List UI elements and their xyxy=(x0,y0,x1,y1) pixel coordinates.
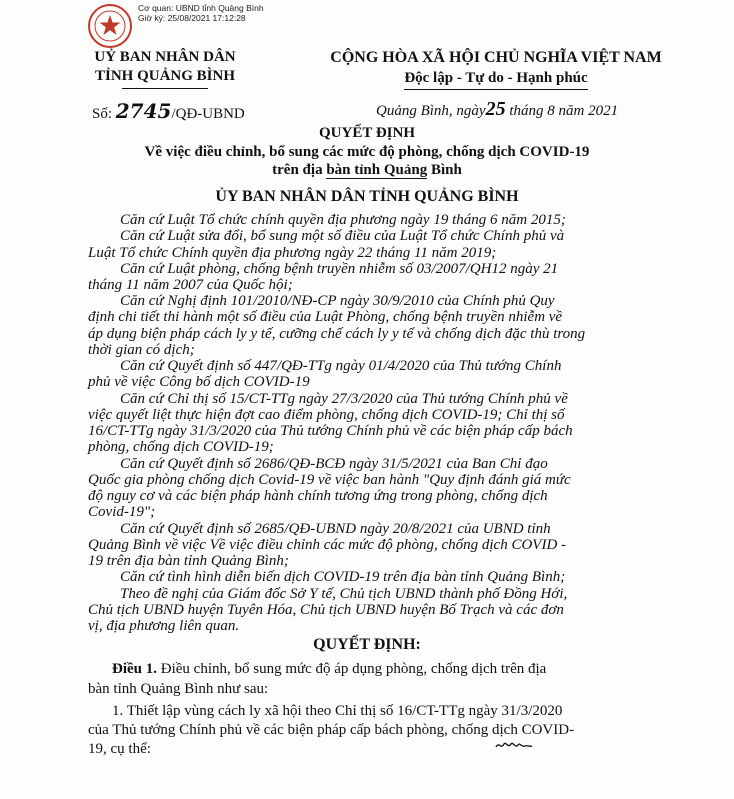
article-1-label: Điều 1. xyxy=(112,661,157,677)
agency-line-2: TỈNH QUẢNG BÌNH xyxy=(94,68,236,84)
divider xyxy=(122,88,208,89)
number-prefix: Số: xyxy=(92,106,116,122)
agency-line-1: UỶ BAN NHÂN DÂN xyxy=(94,49,236,65)
preamble-line: thời gian có dịch; xyxy=(88,341,195,358)
subject-part: trên địa xyxy=(272,162,327,178)
document-subject-line-2 xyxy=(0,162,734,179)
preamble-line: Căn cứ Quyết định số 2685/QĐ-UBND ngày 20/8/2021 của UBND tỉnh xyxy=(120,520,551,537)
preamble-line: Căn cứ Quyết định số 447/QĐ-TTg ngày 01/4/2020 của Thủ tướng Chính xyxy=(120,358,562,375)
preamble-line: Căn cứ Luật Tổ chức chính quyền địa phương ngày 19 tháng 6 năm 2015; xyxy=(120,212,566,228)
preamble-line: Quốc gia phòng chống dịch Covid-19 về việc ban hành "Quy định đánh giá mức xyxy=(88,471,571,488)
item-1-line-3: 19, cụ thể: xyxy=(88,741,151,757)
item-1-text: Thiết lập vùng cách ly xã hội theo Chỉ thị số 16/CT-TTg ngày 31/3/2020 xyxy=(123,703,563,719)
national-motto: Độc lập - Tự do - Hạnh phúc xyxy=(404,68,587,90)
preamble-line: phòng, chống dịch COVID-19; xyxy=(88,439,274,456)
preamble-line: việc quyết liệt thực hiện đợt cao điểm phòng, chống dịch COVID-19; Chỉ thị số xyxy=(88,406,565,423)
document-type: QUYẾT ĐỊNH xyxy=(319,125,415,141)
preamble-line: độ nguy cơ và các biện pháp hành chính tương ứng trong phòng, chống dịch xyxy=(88,488,548,505)
subject-part-end: Bình xyxy=(427,162,462,178)
signature-stamp xyxy=(138,3,264,23)
date-prefix: Quảng Bình, ngày xyxy=(376,103,486,119)
national-header xyxy=(276,48,716,90)
number-suffix: /QĐ-UBND xyxy=(171,106,245,122)
preamble-line: Quảng Bình về việc Về việc điều chỉnh các mức độ phòng, chống dịch COVID - xyxy=(88,536,567,553)
issuing-authority: ỦY BAN NHÂN DÂN TỈNH QUẢNG BÌNH xyxy=(215,188,519,205)
preamble-line: vị, địa phương liên quan. xyxy=(88,618,240,634)
preamble-line: định chi tiết thi hành một số điều của Luật Phòng, chống bệnh truyền nhiễm về xyxy=(88,309,563,326)
preamble-line: Theo đề nghị của Giám đốc Sở Y tế, Chủ tịch UBND thành phố Đồng Hới, xyxy=(120,585,568,602)
subject-underlined: bàn tỉnh Quảng xyxy=(326,162,428,178)
preamble-line: Căn cứ Quyết định số 2686/QĐ-BCĐ ngày 31/5/2021 của Ban Chỉ đạo xyxy=(120,455,548,472)
official-seal-icon xyxy=(88,4,132,48)
article-1-line-2: bàn tỉnh Quảng Bình như sau: xyxy=(88,681,269,697)
item-1-label: 1. xyxy=(112,703,124,719)
nation-name: CỘNG HÒA XÃ HỘI CHỦ NGHĨA VIỆT NAM xyxy=(330,49,662,66)
date-handwritten-day: 25 xyxy=(485,98,506,120)
preamble-line: tháng 11 năm 2007 của Quốc hội; xyxy=(88,277,293,293)
decision-heading: QUYẾT ĐỊNH: xyxy=(313,636,421,653)
preamble-line: Căn cứ tình hình diễn biến dịch COVID-19 trên địa bàn tỉnh Quảng Bình; xyxy=(120,569,566,586)
document-subject: Về việc điều chỉnh, bổ sung các mức độ phòng, chống dịch COVID-19 xyxy=(144,144,590,160)
preamble-line: Căn cứ Chỉ thị số 15/CT-TTg ngày 27/3/2020 của Thủ tướng Chính phủ về xyxy=(120,390,568,407)
date-suffix: tháng 8 năm 2021 xyxy=(505,103,619,119)
agency-header xyxy=(60,48,270,89)
preamble-line: Covid-19"; xyxy=(88,504,156,521)
preamble-line: Căn cứ Luật sửa đổi, bổ sung một số điều của Luật Tổ chức Chính phủ và xyxy=(120,228,565,245)
preamble-line: Căn cứ Luật phòng, chống bệnh truyền nhiễm số 03/2007/QH12 ngày 21 xyxy=(120,260,559,277)
handwritten-initials-icon xyxy=(494,738,534,757)
stamp-agency: Cơ quan: UBND tỉnh Quảng Bình xyxy=(138,3,264,13)
preamble-line: 16/CT-TTg ngày 31/3/2020 của Thủ tướng Chính phủ về các biện pháp cấp bách xyxy=(88,423,573,440)
preamble-line: áp dụng biện pháp cách ly y tế, cưỡng chế cách ly y tế và chống dịch đặc thù trong xyxy=(88,325,586,342)
preamble-line: 19 trên địa bàn tỉnh Quảng Bình; xyxy=(88,553,289,569)
document-number xyxy=(92,99,245,123)
item-1-line-1 xyxy=(112,702,734,721)
item-1-line-2: của Thủ tướng Chính phủ về các biện pháp cấp bách phòng, chống dịch COVID- xyxy=(88,722,575,738)
preamble-line: Chủ tịch UBND huyện Tuyên Hóa, Chủ tịch UBND huyện Bố Trạch và các đơn xyxy=(88,601,564,618)
preamble-line: phủ về việc Công bố dịch COVID-19 xyxy=(88,374,310,391)
preamble-line: Căn cứ Nghị định 101/2010/NĐ-CP ngày 30/9/2010 của Chính phủ Quy xyxy=(120,293,555,310)
article-1-line-1 xyxy=(112,660,734,679)
stamp-signed-time: Giờ ký: 25/08/2021 17:12:28 xyxy=(138,13,246,23)
number-handwritten: 2745 xyxy=(115,99,172,123)
document-date xyxy=(376,98,618,121)
article-1-text: Điều chỉnh, bổ sung mức độ áp dụng phòng, chống dịch trên địa xyxy=(157,661,547,677)
preamble-line: Luật Tổ chức Chính quyền địa phương ngày 22 tháng 11 năm 2019; xyxy=(88,244,497,261)
